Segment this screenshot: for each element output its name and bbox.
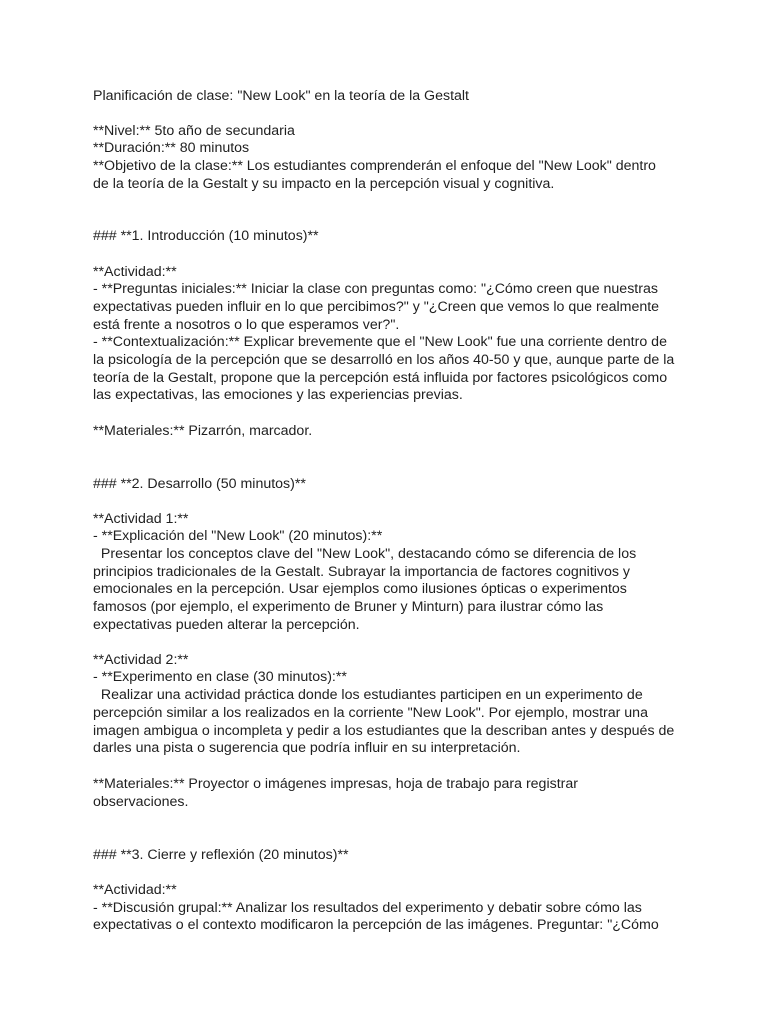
section-2-heading: ### **2. Desarrollo (50 minutos)**: [93, 476, 306, 492]
objetivo-line-2: de la teoría de la Gestalt y su impacto en la percepción visual y cognitiva.: [93, 176, 555, 192]
discusion-line-1: - **Discusión grupal:** Analizar los resultados del experimento y debatir sobre cómo las: [93, 900, 642, 916]
contexto-line-2: la psicología de la percepción que se desarrolló en los años 40-50 y que, aunque parte de la: [93, 352, 675, 368]
duracion-line: **Duración:** 80 minutos: [93, 140, 250, 156]
preguntas-line-1: - **Preguntas iniciales:** Iniciar la clase con preguntas como: "¿Cómo creen que nuestras: [93, 281, 658, 297]
explicacion-line-4: famosos (por ejemplo, el experimento de Bruner y Minturn) para ilustrar cómo las: [93, 599, 604, 615]
document-title: Planificación de clase: "New Look" en la teoría de la Gestalt: [93, 88, 470, 104]
section-2-materiales-line-2: observaciones.: [93, 794, 189, 810]
preguntas-line-2: expectativas pueden influir en lo que percibimos?" y "¿Creen que vemos lo que realmente: [93, 299, 660, 315]
explicacion-line-3: emocionales en la percepción. Usar ejemplos como ilusiones ópticas o experimentos: [93, 581, 627, 597]
experimento-line-3: imagen ambigua o incompleta y pedir a los estudiantes que la describan antes y después de: [93, 723, 675, 739]
section-2-materiales-line-1: **Materiales:** Proyector o imágenes impresas, hoja de trabajo para registrar: [93, 776, 578, 792]
experimento-line-4: darles una pista o sugerencia que podría influir en su interpretación.: [93, 740, 521, 756]
experimento-line-1: Realizar una actividad práctica donde los estudiantes participen en un experimento de: [93, 687, 643, 703]
experimento-title: - **Experimento en clase (30 minutos):**: [93, 669, 347, 685]
explicacion-line-1: Presentar los conceptos clave del "New Look", destacando cómo se diferencia de los: [93, 546, 637, 562]
contexto-line-3: teoría de la Gestalt, propone que la percepción está influida por factores psicológicos como: [93, 370, 668, 386]
explicacion-line-5: expectativas pueden alterar la percepción.: [93, 617, 360, 633]
section-1-heading: ### **1. Introducción (10 minutos)**: [93, 228, 319, 244]
discusion-line-2: expectativas o el contexto modificaron la percepción de las imágenes. Preguntar: "¿Cómo: [93, 917, 659, 933]
contexto-line-4: las expectativas, las emociones y las experiencias previas.: [93, 387, 463, 403]
explicacion-title: - **Explicación del "New Look" (20 minutos):**: [93, 528, 383, 544]
section-1-actividad-label: **Actividad:**: [93, 264, 177, 280]
section-3-actividad-label: **Actividad:**: [93, 882, 177, 898]
section-3-heading: ### **3. Cierre y reflexión (20 minutos)**: [93, 847, 349, 863]
preguntas-line-3: está frente a nosotros o lo que esperamos ver?".: [93, 317, 400, 333]
actividad-1-label: **Actividad 1:**: [93, 511, 189, 527]
experimento-line-2: percepción similar a los realizados en la corriente "New Look". Por ejemplo, mostrar una: [93, 705, 648, 721]
nivel-line: **Nivel:** 5to año de secundaria: [93, 123, 295, 139]
actividad-2-label: **Actividad 2:**: [93, 652, 189, 668]
objetivo-line-1: **Objetivo de la clase:** Los estudiantes comprenderán el enfoque del "New Look" dentro: [93, 158, 656, 174]
contexto-line-1: - **Contextualización:** Explicar brevemente que el "New Look" fue una corriente dentro de: [93, 334, 667, 350]
section-1-materiales: **Materiales:** Pizarrón, marcador.: [93, 423, 313, 439]
explicacion-line-2: principios tradicionales de la Gestalt. Subrayar la importancia de factores cognitivos y: [93, 564, 631, 580]
